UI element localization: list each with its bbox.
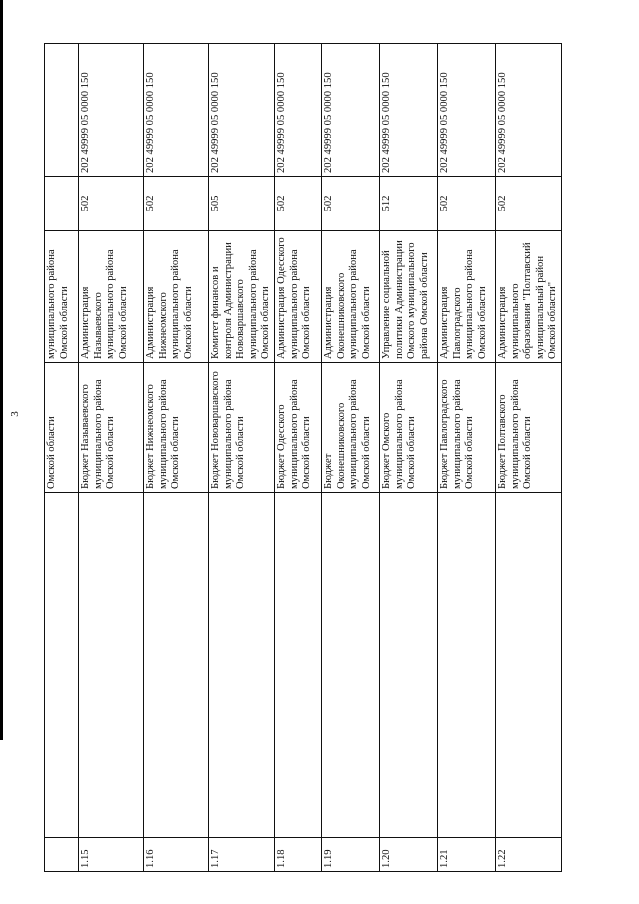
budget-cell: Бюджет Омского муниципального района Омской области: [379, 363, 437, 493]
blank-cell: [495, 493, 561, 838]
classification-code-cell: [45, 44, 79, 177]
row-number-cell: 1.21: [437, 838, 495, 872]
row-number-cell: 1.19: [321, 838, 379, 872]
blank-cell: [321, 493, 379, 838]
administrator-cell: Администрация муниципального образования "Полтавский муниципальный район Омской области": [495, 231, 561, 363]
blank-cell: [379, 493, 437, 838]
classification-code-cell: 202 49999 05 0000 150: [495, 44, 561, 177]
admin-code-cell: 512: [379, 177, 437, 231]
administrator-cell: Администрация Одесского муниципального района Омской области: [274, 231, 321, 363]
classification-code-cell: 202 49999 05 0000 150: [79, 44, 144, 177]
administrator-cell: Комитет финансов и контроля Администрации Нововаршавского муниципального района Омской области: [209, 231, 275, 363]
table-row: [45, 44, 79, 872]
blank-cell: [209, 493, 275, 838]
row-number-cell: 1.18: [274, 838, 321, 872]
row-number-cell: 1.16: [144, 838, 209, 872]
subsidy-table: [44, 43, 562, 872]
table-row: [321, 44, 379, 872]
admin-code-cell: [45, 177, 79, 231]
administrator-cell: Администрация Павлоградского муниципального района Омской области: [437, 231, 495, 363]
classification-code-cell: 202 49999 05 0000 150: [321, 44, 379, 177]
row-number-cell: [45, 838, 79, 872]
row-number-cell: 1.15: [79, 838, 144, 872]
administrator-cell: муниципального района Омской области: [45, 231, 79, 363]
budget-cell: Бюджет Называевского муниципального района Омской области: [79, 363, 144, 493]
row-number-cell: 1.17: [209, 838, 275, 872]
budget-cell: Омской области: [45, 363, 79, 493]
budget-cell: Бюджет Нововаршавского муниципального района Омской области: [209, 363, 275, 493]
budget-cell: Бюджет Одесского муниципального района Омской области: [274, 363, 321, 493]
row-number-cell: 1.20: [379, 838, 437, 872]
table-row: [495, 44, 561, 872]
blank-cell: [79, 493, 144, 838]
admin-code-cell: 505: [209, 177, 275, 231]
classification-code-cell: 202 49999 05 0000 150: [379, 44, 437, 177]
table-row: [79, 44, 144, 872]
page-number: 3: [8, 411, 21, 417]
rotated-table: [44, 44, 587, 872]
binding-edge: [0, 0, 3, 740]
administrator-cell: Администрация Оконешниковского муниципального района Омской области: [321, 231, 379, 363]
administrator-cell: Администрация Нижнеомского муниципального района Омской области: [144, 231, 209, 363]
administrator-cell: Управление социальной политики Администрации Омского муниципального района Омской области: [379, 231, 437, 363]
classification-code-cell: 202 49999 05 0000 150: [144, 44, 209, 177]
budget-cell: Бюджет Павлоградского муниципального района Омской области: [437, 363, 495, 493]
budget-cell: Бюджет Нижнеомского муниципального района Омской области: [144, 363, 209, 493]
administrator-cell: Администрация Называевского муниципального района Омской области: [79, 231, 144, 363]
classification-code-cell: 202 49999 05 0000 150: [437, 44, 495, 177]
blank-cell: [144, 493, 209, 838]
row-number-cell: 1.22: [495, 838, 561, 872]
table-row: [274, 44, 321, 872]
blank-cell: [45, 493, 79, 838]
admin-code-cell: 502: [274, 177, 321, 231]
admin-code-cell: 502: [79, 177, 144, 231]
table-row: [209, 44, 275, 872]
classification-code-cell: 202 49999 05 0000 150: [209, 44, 275, 177]
admin-code-cell: 502: [437, 177, 495, 231]
table-row: [144, 44, 209, 872]
blank-cell: [274, 493, 321, 838]
classification-code-cell: 202 49999 05 0000 150: [274, 44, 321, 177]
table-row: [437, 44, 495, 872]
admin-code-cell: 502: [321, 177, 379, 231]
blank-cell: [437, 493, 495, 838]
admin-code-cell: 502: [495, 177, 561, 231]
table-row: [379, 44, 437, 872]
budget-cell: Бюджет Полтавского муниципального района Омской области: [495, 363, 561, 493]
budget-cell: Бюджет Оконешниковского муниципального района Омской области: [321, 363, 379, 493]
admin-code-cell: 502: [144, 177, 209, 231]
